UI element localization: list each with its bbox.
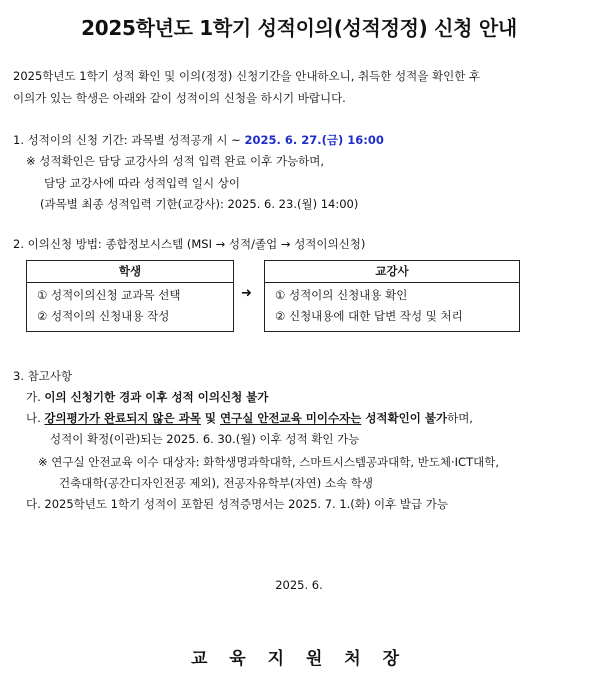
- ga-text: 이의 신청기한 경과 이후 성적 이의신청 불가: [44, 390, 269, 404]
- section1-deadline: 2025. 6. 27.(금) 16:00: [244, 133, 384, 147]
- na-label: 나.: [26, 411, 45, 425]
- student-step-1: ① 성적이의신청 교과목 선택: [37, 288, 181, 302]
- section1-note-1: ※ 성적확인은 담당 교강사의 성적 입력 완료 이후 가능하며,: [26, 154, 325, 168]
- instructor-step-2: ② 신청내용에 대한 답변 작성 및 처리: [275, 309, 463, 323]
- footer-signature: 교 육 지 원 처 장: [190, 649, 408, 669]
- footer-date: 2025. 6.: [275, 578, 323, 592]
- na-part-4: 성적확인이 불가: [361, 411, 448, 425]
- instructor-step-1: ① 성적이의 신청내용 확인: [275, 288, 408, 302]
- student-box-title: 학생: [27, 261, 233, 283]
- na-note-1: ※ 연구실 안전교육 이수 대상자: 화학생명과학대학, 스마트시스템공과대학, 반도체·ICT대학,: [38, 455, 499, 469]
- section1-note-2: 담당 교강사에 따라 성적입력 일시 상이: [44, 176, 241, 190]
- ga-label: 가.: [26, 390, 45, 404]
- instructor-box-title: 교강사: [265, 261, 519, 283]
- section3-item-na: [26, 408, 473, 429]
- section1-note-3: (과목별 최종 성적입력 기한(교강사): 2025. 6. 23.(월) 14:00): [40, 197, 359, 211]
- document-title: 2025학년도 1학기 성적이의(성적정정) 신청 안내: [81, 16, 517, 40]
- na-part-1: 강의평가가 완료되지 않은 과목: [44, 411, 201, 425]
- section3-item-da: 다. 2025학년도 1학기 성적이 포함된 성적증명서는 2025. 7. 1.(화) 이후 발급 가능: [26, 497, 449, 511]
- section3-item-ga: [26, 387, 268, 408]
- process-arrow-icon: ➜: [241, 286, 252, 301]
- section3-heading: 3. 참고사항: [13, 369, 73, 383]
- section1-period: [13, 130, 384, 151]
- student-step-2: ② 성적이의 신청내용 작성: [37, 309, 170, 323]
- instructor-steps-box: [264, 260, 520, 332]
- na-part-3: 연구실 안전교육 미이수자는: [219, 411, 362, 425]
- na-part-2: 및: [200, 411, 220, 425]
- intro-line-2: 이의가 있는 학생은 아래와 같이 성적이의 신청을 하시기 바랍니다.: [13, 91, 346, 105]
- na-line-2: 성적이 확정(이관)되는 2025. 6. 30.(월) 이후 성적 확인 가능: [50, 432, 360, 446]
- intro-line-1: 2025학년도 1학기 성적 확인 및 이의(정정) 신청기간을 안내하오니, 취득한 성적을 확인한 후: [13, 69, 481, 83]
- na-part-5: 하며,: [447, 411, 473, 425]
- section2-heading: 2. 이의신청 방법: 종합정보시스템 (MSI → 성적/졸업 → 성적이의신청): [13, 237, 366, 251]
- section1-prefix: 1. 성적이의 신청 기간: 과목별 성적공개 시 ~: [13, 133, 245, 147]
- student-steps-box: [26, 260, 234, 332]
- na-note-2: 건축대학(공간디자인전공 제외), 전공자유학부(자연) 소속 학생: [59, 476, 373, 490]
